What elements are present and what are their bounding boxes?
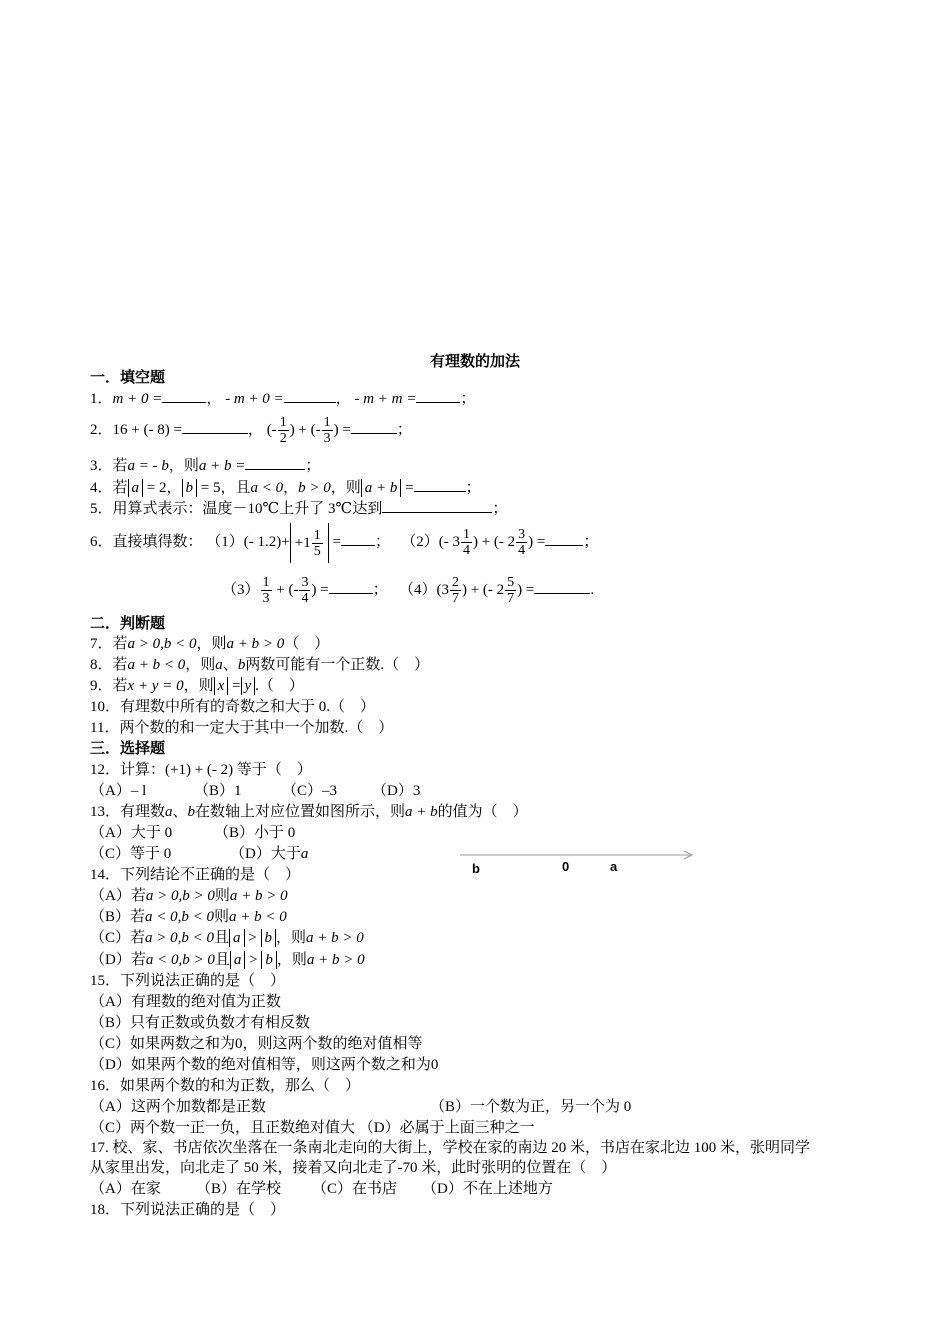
option-b[interactable]: （B）若a < 0,b < 0则a + b < 0 <box>90 909 287 925</box>
question-2: 2．16 + (- 8) = ， (- $\frac{1}{2}$ ) + (- $\frac{1}{3}$ ) = ； <box>90 415 412 447</box>
question-16-options-1 <box>90 1097 631 1117</box>
section-choice: 三．选择题 <box>90 741 166 757</box>
fraction: $\frac{1}{2}$ <box>279 415 287 447</box>
option-a[interactable]: （A）有理数的绝对值为正数 <box>90 994 281 1010</box>
question-5: 5．用算式表示：温度－10℃上升了 3℃达到 ； <box>90 498 507 519</box>
answer-blank[interactable] <box>182 419 248 434</box>
answer-blank[interactable] <box>545 531 583 546</box>
question-12-options <box>90 781 420 801</box>
question-10: 10．有理数中所有的奇数之和大于 0.（ ） <box>90 699 376 715</box>
option-c[interactable]: （C）若a > 0,b < 0且 a > b ，则a + b > 0 <box>90 930 364 946</box>
option-c[interactable]: （C）如果两数之和为0，则这两个数的绝对值相等 <box>90 1036 423 1052</box>
option-d[interactable]: （D）3 <box>372 783 421 799</box>
question-9: 9．若x + y = 0，则 x = y .（ ） <box>90 678 304 694</box>
option-d[interactable]: （D）若a < 0,b > 0且 a > b ，则a + b > 0 <box>90 952 365 968</box>
question-1: 1．m + 0 = ， - m + 0 = ， - m + m = ； <box>90 388 475 409</box>
question-15: 15．下列说法正确的是（ ） <box>90 973 286 989</box>
axis-label-b: b <box>472 861 480 876</box>
option-b[interactable]: （B）只有正数或负数才有相反数 <box>90 1015 311 1031</box>
question-12: 12．计算：(+1) + (- 2) 等于（ ） <box>90 762 312 778</box>
answer-blank[interactable] <box>329 579 373 594</box>
fraction: $\frac{1}{3}$ <box>323 415 331 447</box>
question-13-options-2 <box>90 844 308 864</box>
option-a[interactable]: （A）在家 <box>90 1181 161 1197</box>
page-title: 有理数的加法 <box>429 354 520 370</box>
option-a[interactable]: （A）大于 0 <box>90 825 173 841</box>
question-17-line-1: 17. 校、家、书店依次坐落在一条南北走向的大街上，学校在家的南边 20 米，书店在家北边 100 米，张明同学 <box>90 1140 811 1156</box>
question-3: 3．若a = - b，则a + b = ； <box>90 455 320 476</box>
answer-blank[interactable] <box>534 579 590 594</box>
question-16: 16．如果两个数的和为正数，那么（ ） <box>90 1078 361 1094</box>
question-6-part2: （3） $\frac{1}{3}$ + (- $\frac{3}{4}$ ) = ； （4）(3 $\frac{2}{7}$ ) + (- 2 $\frac{5}{7}$ ) = . <box>222 575 595 607</box>
option-a[interactable]: （A）– l <box>90 783 147 799</box>
option-a[interactable]: （A）若a > 0,b > 0则a + b > 0 <box>90 888 288 904</box>
option-d[interactable]: （D）如果两个数的绝对值相等，则这两个数之和为0 <box>90 1057 439 1073</box>
option-b[interactable]: （B）小于 0 <box>214 825 296 841</box>
answer-blank[interactable] <box>416 388 460 403</box>
axis-label-zero: 0 <box>562 859 570 874</box>
option-d[interactable]: （D）不在上述地方 <box>422 1181 553 1197</box>
option-d[interactable]: （D）必属于上面三种之一 <box>358 1120 535 1136</box>
option-d[interactable]: （D）大于a <box>230 846 309 862</box>
option-b[interactable]: （B）一个数为正，另一个为 0 <box>430 1099 632 1115</box>
answer-blank[interactable] <box>162 388 206 403</box>
option-c[interactable]: （C）两个数一正一负，且正数绝对值大 <box>90 1120 356 1136</box>
question-13: 13．有理数a、b在数轴上对应位置如图所示，则a + b的值为（ ） <box>90 804 528 820</box>
question-11: 11．两个数的和一定大于其中一个加数.（ ） <box>90 720 394 736</box>
option-c[interactable]: （C）–3 <box>282 783 338 799</box>
section-judge: 二．判断题 <box>90 616 166 632</box>
question-17-line-2: 从家里出发，向北走了 50 米，接着又向北走了-70 米，此时张明的位置在（ ） <box>90 1160 617 1176</box>
option-a[interactable]: （A）这两个加数都是正数 <box>90 1099 266 1115</box>
question-6: 6．直接填得数： （1）(- 1.2)+ +1 $\frac{1}{5}$ = ； （2）(- 3 $\frac{1}{4}$ ) + (- 2 $\frac{3}{4}$ ) = ； <box>90 522 598 563</box>
answer-blank[interactable] <box>245 455 305 470</box>
option-b[interactable]: （B）在学校 <box>196 1181 282 1197</box>
question-13-options-1 <box>90 823 295 843</box>
question-4: 4．若 a = 2， b = 5，且a < 0，b > 0，则 a + b = ； <box>90 477 481 498</box>
question-18: 18．下列说法正确的是（ ） <box>90 1202 286 1218</box>
answer-blank[interactable] <box>284 388 336 403</box>
number-line <box>458 846 698 880</box>
question-8: 8．若a + b < 0，则a、b两数可能有一个正数.（ ） <box>90 657 430 673</box>
axis-label-a: a <box>610 859 618 874</box>
question-17-options <box>90 1179 553 1199</box>
option-c[interactable]: （C）在书店 <box>312 1181 398 1197</box>
absolute-value: +1 $\frac{1}{5}$ <box>290 523 329 563</box>
answer-blank[interactable] <box>382 498 492 513</box>
answer-blank[interactable] <box>414 477 466 492</box>
question-14: 14．下列结论不正确的是（ ） <box>90 867 301 883</box>
question-7: 7．若a > 0,b < 0，则a + b > 0（ ） <box>90 636 330 652</box>
answer-blank[interactable] <box>341 531 375 546</box>
question-16-options-2 <box>90 1118 535 1138</box>
section-fill: 一．填空题 <box>90 370 166 386</box>
answer-blank[interactable] <box>351 419 397 434</box>
option-b[interactable]: （B）1 <box>194 783 242 799</box>
option-c[interactable]: （C）等于 0 <box>90 846 172 862</box>
